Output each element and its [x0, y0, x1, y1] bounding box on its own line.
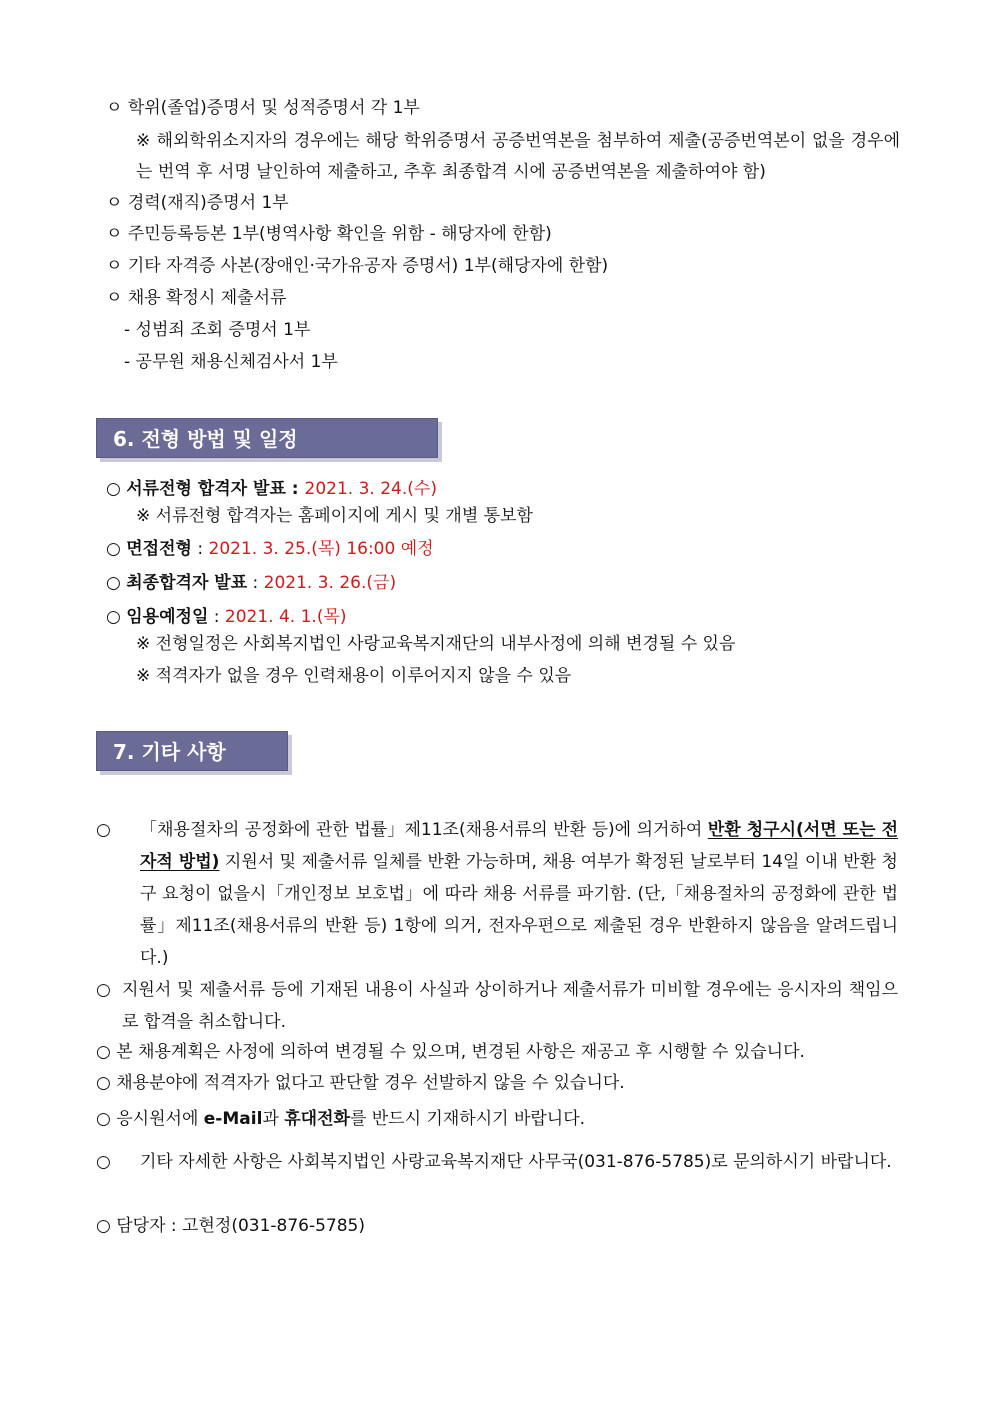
emphasis-text: 반환 청구시(서면 또는 전자적 방법) — [140, 820, 898, 872]
interview-label: 면접전형 — [126, 539, 192, 559]
note-no-candidate — [96, 1071, 625, 1095]
item-degree-note — [136, 126, 900, 188]
item-confirm: ㅇ 채용 확정시 제출서류 — [106, 288, 287, 308]
schedule-note-2: ※ 적격자가 없을 경우 인력채용이 이루어지지 않을 수 있음 — [136, 666, 572, 686]
text-part: 지원서 및 제출서류 일체를 반환 가능하며, 채용 여부가 확정된 날로부터 14일 이내 반환 청구 요청이 없을시「개인정보 보호법」에 따라 채용 서류를 파기함. (단,「채용절차의 공정화에 관한 법률」제11조(채용서류의 반환 등) 1항에 의거, 전자우편으로 제출된 경우 반환하지 않음을 알려드립니다.) — [140, 852, 898, 968]
bullet: ○ — [106, 479, 121, 499]
email-emphasis: e-Mail — [203, 1109, 263, 1129]
bullet: ○ — [106, 573, 121, 593]
appoint-date: 2021. 4. 1.(목) — [224, 607, 347, 627]
interview-line — [106, 537, 434, 561]
item-license: ㅇ 기타 자격증 사본(장애인·국가유공자 증명서) 1부(해당자에 한함) — [106, 256, 609, 276]
bullet: ○ — [96, 820, 111, 840]
bullet: ○ — [96, 1152, 111, 1172]
item-confirm-1: - 성범죄 조회 증명서 1부 — [124, 320, 311, 340]
note-inquiry — [96, 1146, 898, 1178]
note-plan-change-text: 본 채용계획은 사정에 의하여 변경될 수 있으며, 변경된 사항은 재공고 후 시행할 수 있습니다. — [116, 1042, 805, 1062]
item-resident: ㅇ 주민등록등본 1부(병역사항 확인을 위함 - 해당자에 한함) — [106, 224, 552, 244]
bullet: ○ — [106, 539, 121, 559]
separator: : — [208, 607, 225, 627]
final-label: 최종합격자 발표 — [126, 573, 248, 593]
bullet: ○ — [96, 1042, 111, 1062]
final-line — [106, 571, 396, 595]
text-part: 를 반드시 기재하시기 바랍니다. — [349, 1109, 586, 1129]
doc-screening-note: ※ 서류전형 합격자는 홈페이지에 게시 및 개별 통보함 — [136, 506, 533, 526]
bullet: ○ — [96, 1073, 111, 1093]
section-7-heading: 7. 기타 사항 — [96, 731, 288, 771]
note-cancel-pass-text: 지원서 및 제출서류 등에 기재된 내용이 사실과 상이하거나 제출서류가 미비할 경우에는 응시자의 책임으로 합격을 취소합니다. — [122, 980, 898, 1032]
note-manager — [96, 1214, 365, 1238]
appoint-line — [106, 605, 347, 629]
note-cancel-pass — [96, 974, 898, 1038]
bullet: ○ — [96, 1216, 111, 1236]
phone-emphasis: 휴대전화 — [284, 1109, 350, 1129]
item-degree: ㅇ 학위(졸업)증명서 및 성적증명서 각 1부 — [106, 98, 420, 118]
item-confirm-2: - 공무원 채용신체검사서 1부 — [124, 352, 338, 372]
separator: : — [191, 539, 209, 559]
appoint-label: 임용예정일 — [126, 607, 209, 627]
separator: : — [247, 573, 264, 593]
item-career: ㅇ 경력(재직)증명서 1부 — [106, 193, 289, 213]
degree-note-text: ※ 해외학위소지자의 경우에는 해당 학위증명서 공증번역본을 첨부하여 제출(공증번역본이 없을 경우에 는 번역 후 서명 날인하여 제출하고, 추후 최종합격 시에 공증번역본을 제출하여야 함) — [136, 131, 900, 182]
separator: : — [285, 479, 305, 499]
note-manager-text: 담당자 : 고현정(031-876-5785) — [116, 1216, 366, 1236]
note-contact-info — [96, 1107, 585, 1131]
interview-date: 2021. 3. 25.(목) 16:00 예정 — [208, 539, 434, 559]
text-part: 응시원서에 — [116, 1109, 204, 1129]
bullet: ○ — [106, 607, 121, 627]
note-document-return — [96, 814, 898, 974]
doc-screening-label: 서류전형 합격자 발표 — [126, 479, 286, 499]
note-plan-change — [96, 1040, 805, 1064]
bullet: ○ — [96, 1109, 111, 1129]
text-part: 과 — [262, 1109, 285, 1129]
note-document-return-text — [96, 814, 898, 974]
section-6-heading: 6. 전형 방법 및 일정 — [96, 418, 438, 458]
schedule-note-1: ※ 전형일정은 사회복지법인 사랑교육복지재단의 내부사정에 의해 변경될 수 있음 — [136, 634, 736, 654]
text-part: 「채용절차의 공정화에 관한 법률」제11조(채용서류의 반환 등)에 의거하여 — [140, 820, 708, 840]
note-inquiry-text: 기타 자세한 사항은 사회복지법인 사랑교육복지재단 사무국(031-876-5785)로 문의하시기 바랍니다. — [140, 1152, 892, 1172]
bullet: ○ — [96, 980, 111, 1000]
doc-screening-line — [106, 477, 437, 501]
note-no-candidate-text: 채용분야에 적격자가 없다고 판단할 경우 선발하지 않을 수 있습니다. — [116, 1073, 625, 1093]
final-date: 2021. 3. 26.(금) — [263, 573, 397, 593]
doc-screening-date: 2021. 3. 24.(수) — [304, 479, 437, 499]
